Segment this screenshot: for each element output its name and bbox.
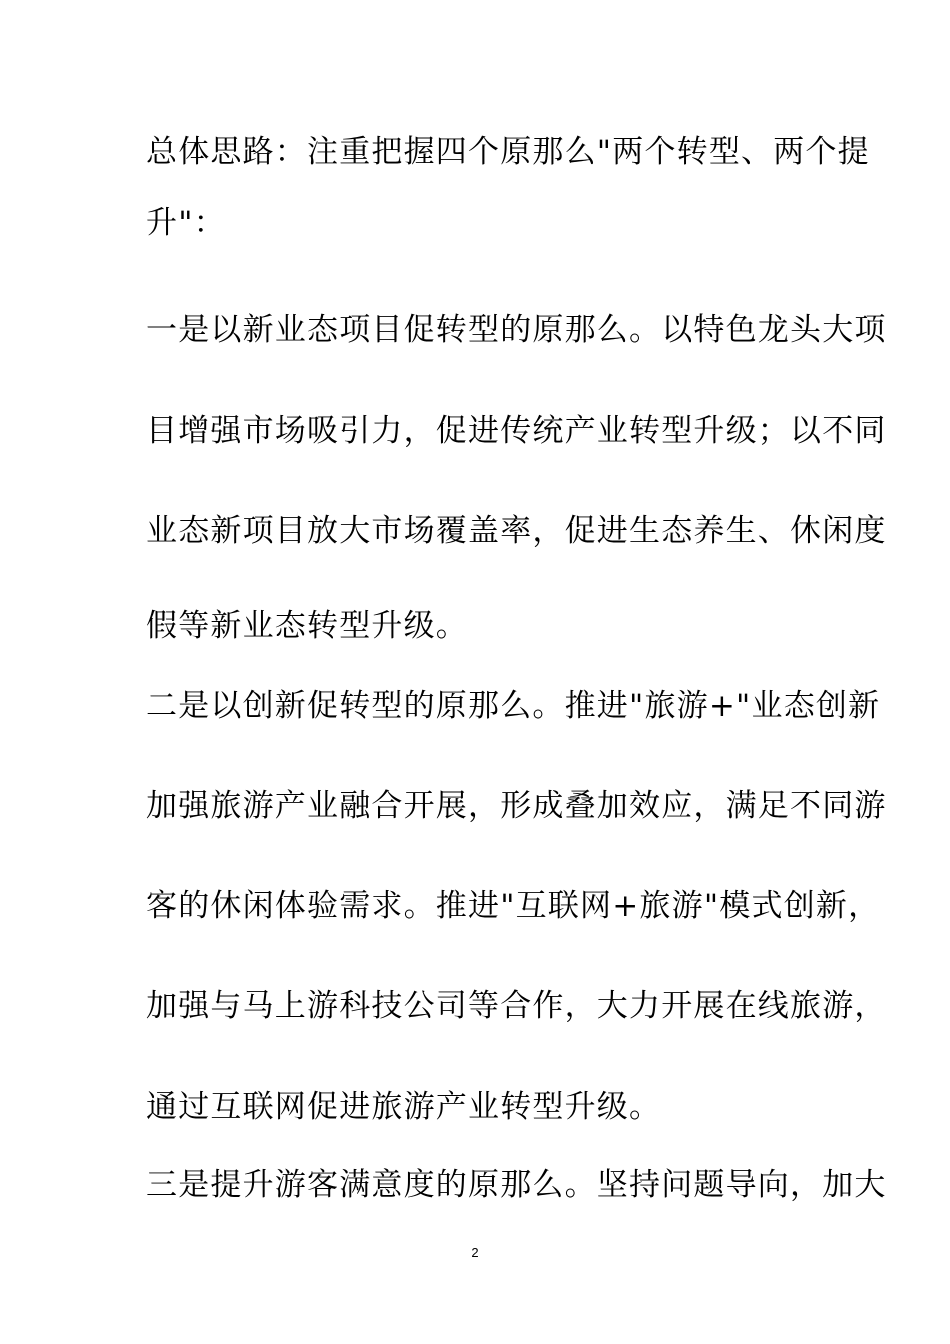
paragraph-line: 一是以新业态项目促转型的原那么。以特色龙头大项	[146, 312, 887, 348]
paragraph-line: 升"：	[146, 205, 226, 241]
page-number: 2	[471, 1245, 479, 1260]
paragraph-line: 三是提升游客满意度的原那么。坚持问题导向，加大	[146, 1167, 887, 1203]
paragraph-line: 客的休闲体验需求。推进"互联网+旅游"模式创新，	[146, 888, 881, 924]
paragraph-line: 目增强市场吸引力，促进传统产业转型升级；以不同	[146, 413, 887, 449]
paragraph-line: 二是以创新促转型的原那么。推进"旅游+"业态创新	[146, 688, 881, 724]
paragraph-line: 假等新业态转型升级。	[146, 608, 468, 644]
paragraph-line: 加强旅游产业融合开展，形成叠加效应，满足不同游	[146, 788, 887, 824]
paragraph-line: 业态新项目放大市场覆盖率，促进生态养生、休闲度	[146, 513, 887, 549]
paragraph-line: 通过互联网促进旅游产业转型升级。	[146, 1089, 662, 1125]
paragraph-line: 总体思路：注重把握四个原那么"两个转型、两个提	[146, 134, 870, 170]
paragraph-line: 加强与马上游科技公司等合作，大力开展在线旅游，	[146, 988, 887, 1024]
